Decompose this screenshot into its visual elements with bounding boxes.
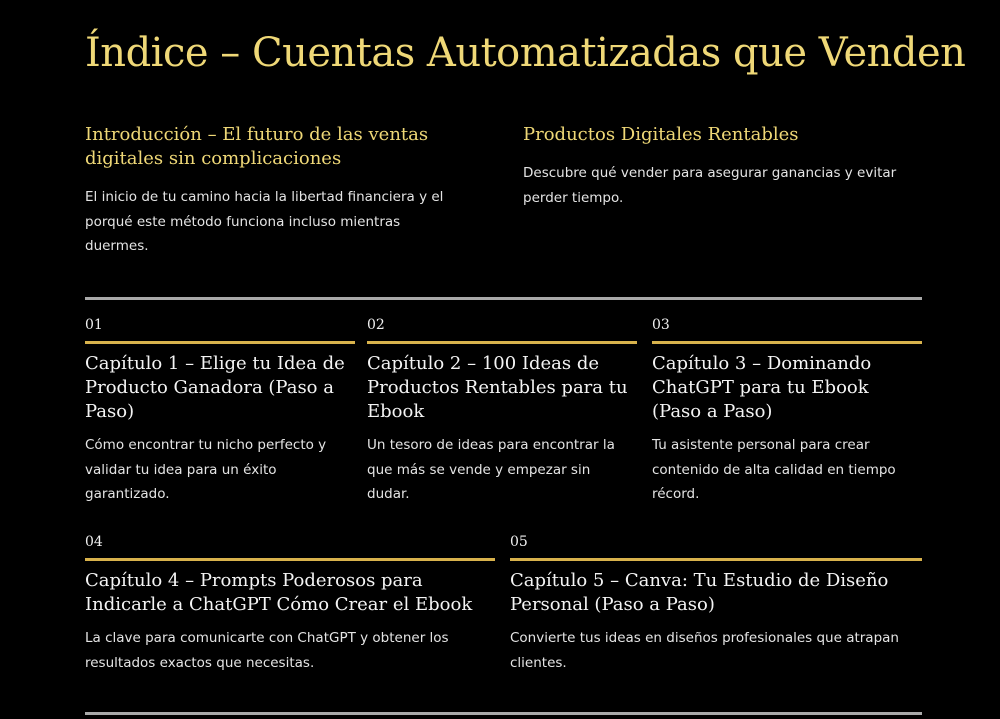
- chapter-gold-rule: [510, 558, 922, 561]
- table-of-contents: [85, 0, 966, 719]
- intro-section: [85, 123, 465, 259]
- chapter-number: 01: [85, 317, 103, 333]
- chapter-gold-rule: [85, 558, 495, 561]
- chapter-title: Capítulo 3 – Dominando ChatGPT para tu Ebook (Paso a Paso): [652, 353, 872, 422]
- page-title: Índice – Cuentas Automatizadas que Venden: [85, 30, 966, 76]
- chapter-3: [652, 315, 922, 507]
- chapter-gold-rule: [652, 341, 922, 344]
- chapter-title: Capítulo 2 – 100 Ideas de Productos Rentables para tu Ebook: [367, 353, 628, 422]
- digital-products-section-title: Productos Digitales Rentables: [523, 124, 799, 145]
- chapter-description: Convierte tus ideas en diseños profesionales que atrapan clientes.: [510, 630, 899, 671]
- chapter-number: 05: [510, 534, 528, 550]
- digital-products-section-description: Descubre qué vender para asegurar ganancias y evitar perder tiempo.: [523, 165, 897, 206]
- digital-products-section: [523, 123, 922, 210]
- chapter-gold-rule: [85, 341, 355, 344]
- chapter-description: Un tesoro de ideas para encontrar la que más se vende y empezar sin dudar.: [367, 437, 615, 502]
- chapter-title: Capítulo 5 – Canva: Tu Estudio de Diseño Personal (Paso a Paso): [510, 570, 889, 615]
- chapter-number: 02: [367, 317, 385, 333]
- intro-section-title: Introducción – El futuro de las ventas digitales sin complicaciones: [85, 124, 429, 169]
- chapter-1: [85, 315, 355, 507]
- chapter-description: Cómo encontrar tu nicho perfecto y validar tu idea para un éxito garantizado.: [85, 437, 327, 502]
- chapter-description: La clave para comunicarte con ChatGPT y obtener los resultados exactos que necesitas.: [85, 630, 449, 671]
- chapter-number: 03: [652, 317, 670, 333]
- chapter-title: Capítulo 4 – Prompts Poderosos para Indicarle a ChatGPT Cómo Crear el Ebook: [85, 570, 473, 615]
- intro-section-description: El inicio de tu camino hacia la libertad financiera y el porqué este método funciona incluso mientras duermes.: [85, 189, 444, 254]
- chapter-4: [85, 532, 495, 675]
- chapter-5: [510, 532, 922, 675]
- chapter-number: 04: [85, 534, 103, 550]
- bottom-divider: [85, 712, 922, 715]
- section-divider: [85, 297, 922, 300]
- chapter-title: Capítulo 1 – Elige tu Idea de Producto Ganadora (Paso a Paso): [85, 353, 345, 422]
- chapter-2: [367, 315, 637, 507]
- chapter-description: Tu asistente personal para crear contenido de alta calidad en tiempo récord.: [652, 437, 896, 502]
- chapter-gold-rule: [367, 341, 637, 344]
